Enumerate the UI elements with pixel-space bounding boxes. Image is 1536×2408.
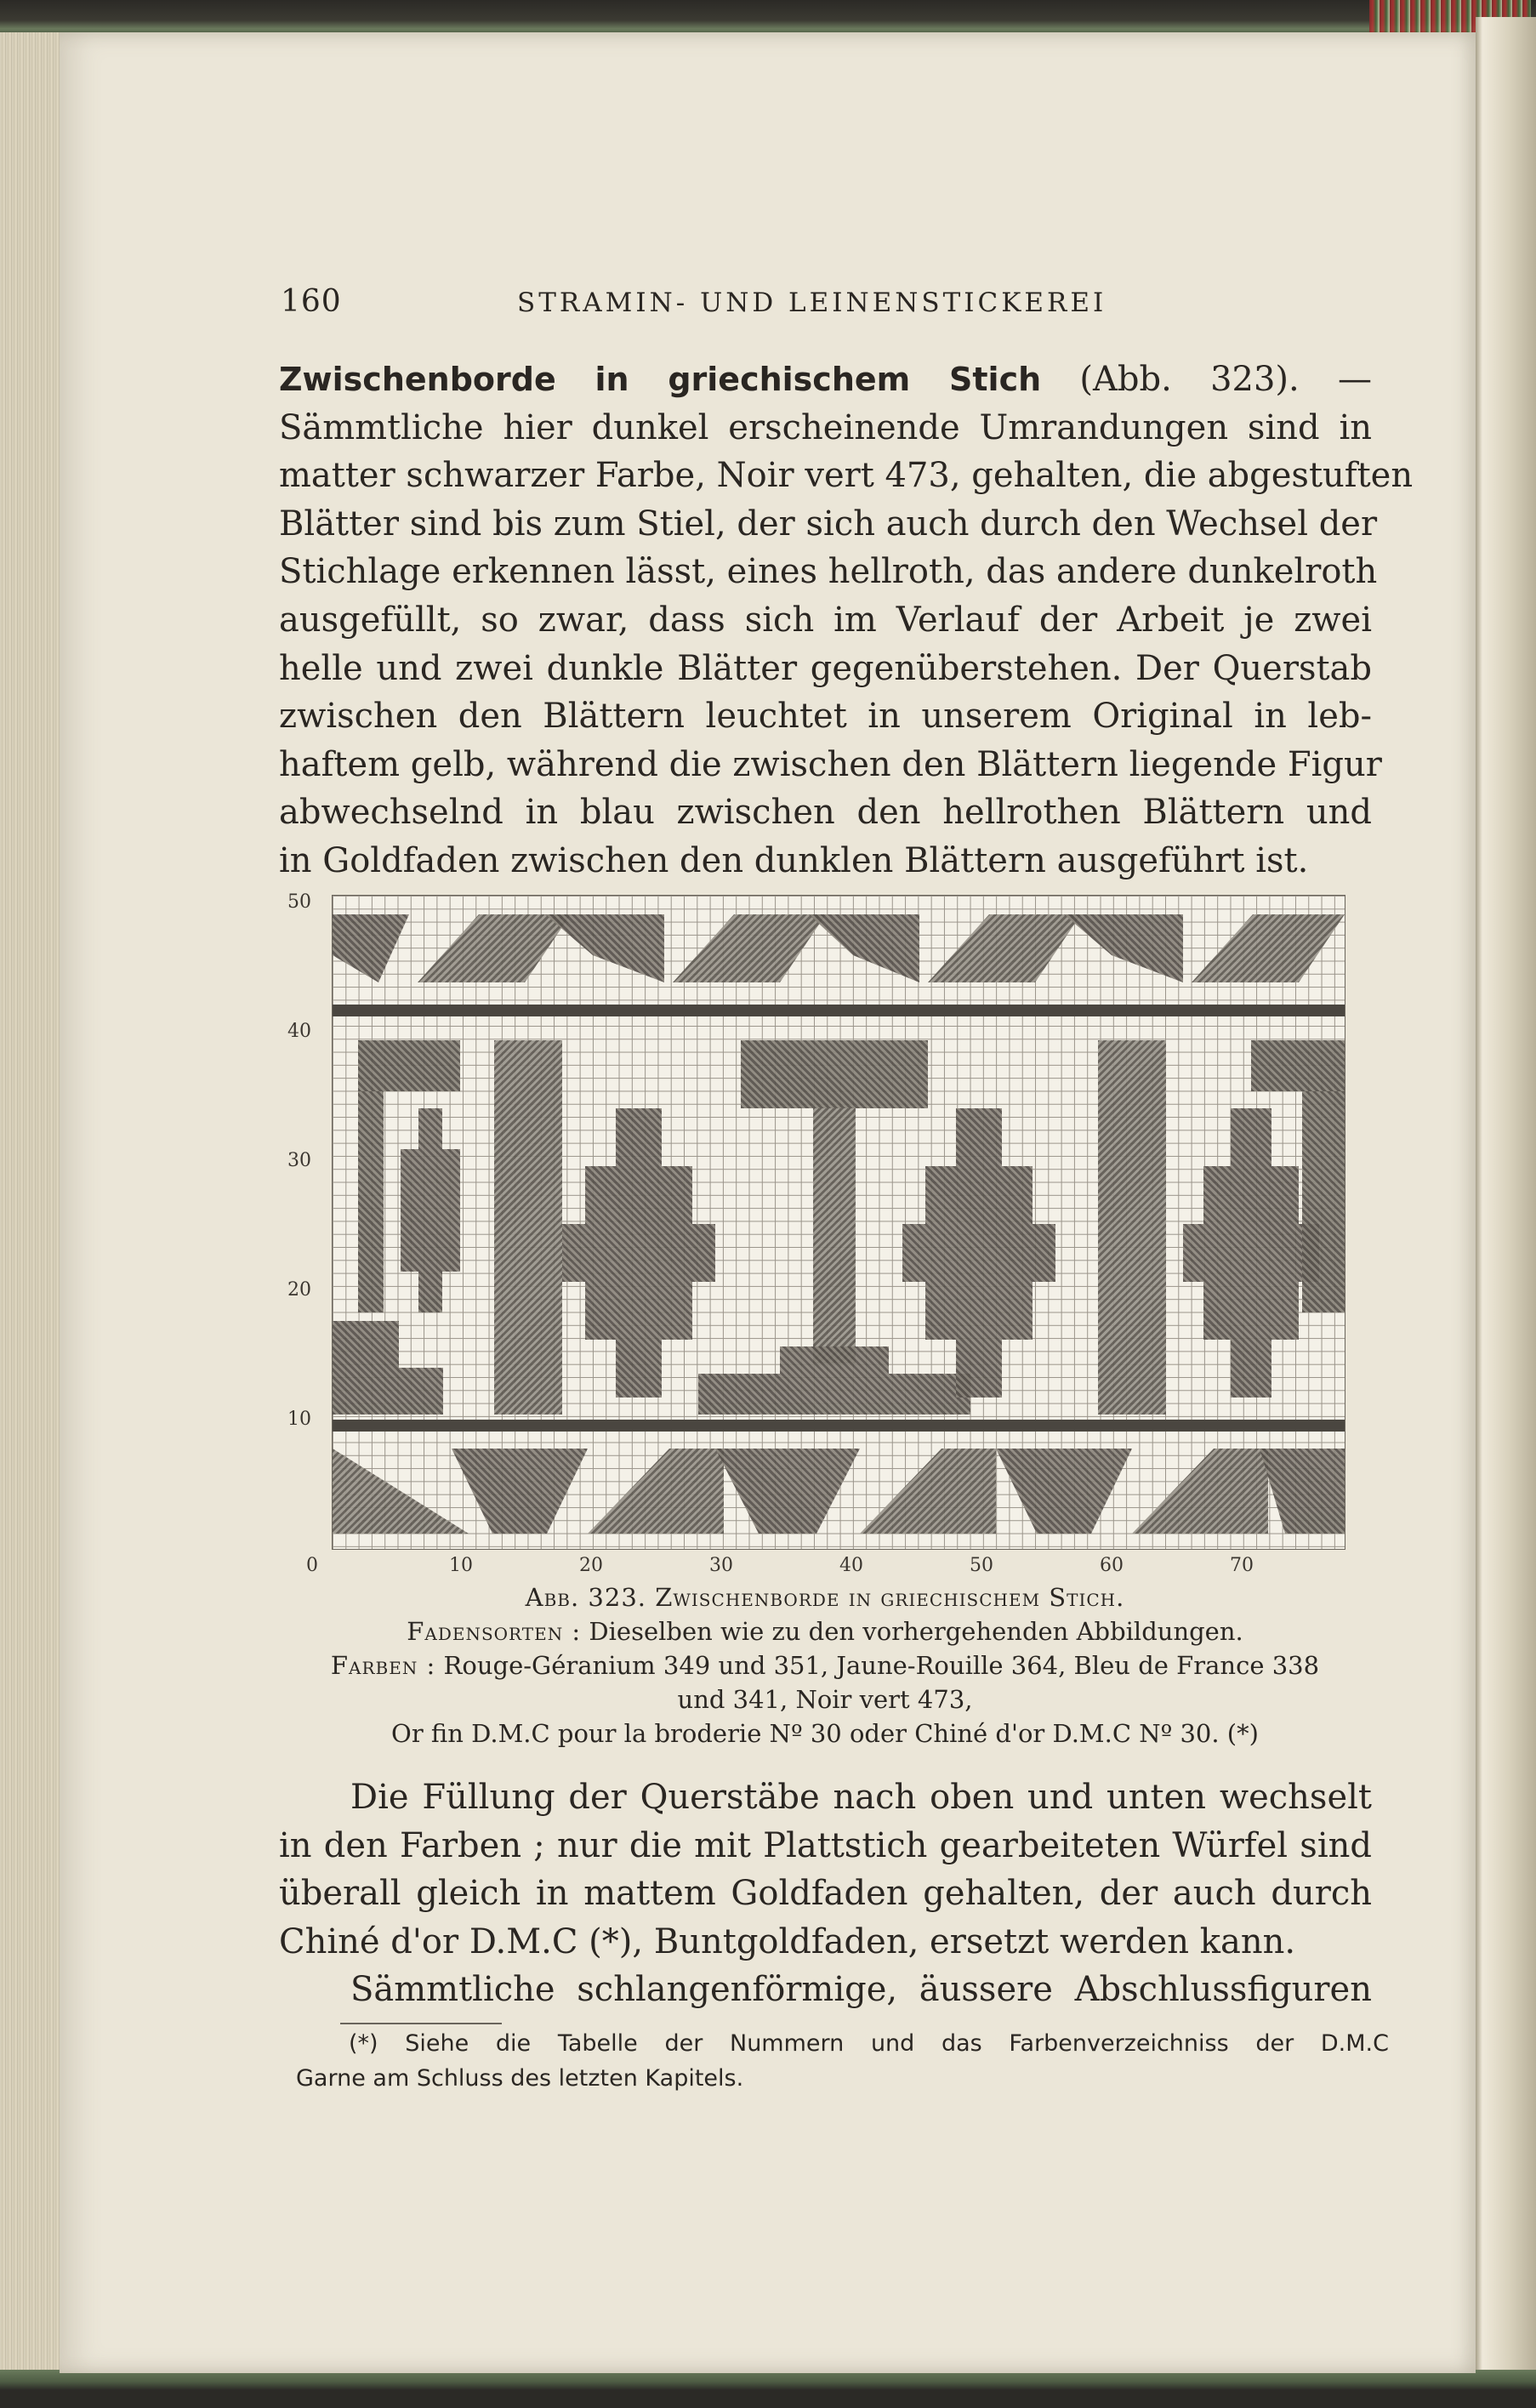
section-title: Zwischenborde in griechischem Stich bbox=[279, 361, 1042, 398]
stitch-motif bbox=[996, 1449, 1132, 1534]
text-line: Die Füllung der Querstäbe nach oben und unten wechselt bbox=[350, 1778, 1372, 1817]
stitch-motif bbox=[1064, 914, 1183, 982]
stitch-motif bbox=[1183, 1108, 1319, 1398]
stitch-motif bbox=[715, 1449, 860, 1534]
x-tick-label: 30 bbox=[709, 1555, 733, 1576]
y-tick-label: 40 bbox=[287, 1021, 311, 1042]
text-line: Blätter sind bis zum Stiel, der sich auch durch den Wechsel der bbox=[279, 504, 1378, 544]
y-tick-label: 0 bbox=[306, 1555, 318, 1576]
running-title: STRAMIN- UND LEINENSTICKEREI bbox=[517, 287, 1107, 318]
page-stack-edge bbox=[0, 32, 60, 2380]
stitch-motif bbox=[860, 1449, 996, 1534]
y-tick-label: 30 bbox=[287, 1150, 311, 1171]
text-line: Chiné d'or D.M.C (*), Buntgoldfaden, ersetzt werden kann. bbox=[279, 1921, 1296, 1961]
text-line: abwechselnd in blau zwischen den hellrothen Blättern und bbox=[279, 793, 1372, 833]
border-line bbox=[333, 1420, 1345, 1432]
caption-text: Rouge-Géranium 349 und 351, Jaune-Rouille 364, Bleu de France 338 bbox=[435, 1651, 1320, 1680]
caption-text: Dieselben wie zu den vorhergehenden Abbildungen. bbox=[581, 1617, 1243, 1646]
stitch-motif bbox=[545, 914, 664, 982]
text-line: ausgefüllt, so zwar, dass sich im Verlauf der Arbeit je zwei bbox=[279, 600, 1372, 640]
y-tick-label: 50 bbox=[287, 891, 311, 913]
x-tick-label: 20 bbox=[579, 1555, 603, 1576]
stitch-motif bbox=[1098, 1040, 1166, 1415]
x-tick-label: 50 bbox=[970, 1555, 993, 1576]
stitch-motif bbox=[1132, 1449, 1268, 1534]
text-line: Stichlage erkennen lässt, eines hellroth, das andere dunkelroth bbox=[279, 552, 1378, 592]
intro-first-line bbox=[279, 356, 1372, 404]
stitch-motif bbox=[333, 1321, 443, 1415]
stitch-motif bbox=[1192, 914, 1345, 982]
book-top-rim bbox=[0, 0, 1536, 34]
text-line: haftem gelb, während die zwischen den Blättern liegende Figur bbox=[279, 744, 1382, 784]
x-tick-label: 40 bbox=[839, 1555, 863, 1576]
x-tick-label: 10 bbox=[449, 1555, 473, 1576]
page-number: 160 bbox=[281, 284, 342, 319]
book-bottom-rim bbox=[0, 2370, 1536, 2408]
intro-paragraph bbox=[279, 356, 1414, 885]
stitch-motif bbox=[418, 914, 571, 982]
stitch-motif bbox=[698, 1346, 970, 1415]
stitch-motif bbox=[333, 1449, 469, 1534]
x-tick-label: 60 bbox=[1100, 1555, 1124, 1576]
caption-colors bbox=[247, 1648, 1403, 1682]
figure-caption bbox=[247, 1580, 1403, 1750]
caption-threads bbox=[247, 1614, 1403, 1648]
caption-colors-cont: und 341, Noir vert 473, bbox=[677, 1685, 973, 1714]
text-line: matter schwarzer Farbe, Noir vert 473, gehalten, die abgestuften bbox=[279, 456, 1414, 496]
footnote-line: (*) Siehe die Tabelle der Nummern und das Farbenverzeichniss der D.M.C bbox=[349, 2030, 1389, 2057]
stitch-motif bbox=[1260, 1449, 1345, 1534]
stitch-motif bbox=[401, 1108, 460, 1312]
stitch-grid bbox=[332, 895, 1345, 1550]
caption-label: Farben : bbox=[330, 1651, 436, 1680]
stitch-motif bbox=[741, 1040, 928, 1108]
stitch-motif bbox=[673, 914, 826, 982]
text-line: zwischen den Blättern leuchtet in unserem Original in leb- bbox=[279, 697, 1372, 737]
running-header bbox=[281, 284, 1369, 327]
caption-title: Abb. 323. Zwischenborde in griechischem Stich. bbox=[525, 1583, 1125, 1612]
body-paragraph bbox=[279, 1773, 1372, 2014]
stitch-motif bbox=[494, 1040, 562, 1415]
section-title-rest: (Abb. 323). — bbox=[1041, 360, 1372, 399]
stitch-motif bbox=[1251, 1040, 1345, 1091]
y-tick-label: 10 bbox=[287, 1409, 311, 1430]
y-tick-label: 20 bbox=[287, 1279, 311, 1301]
stitch-motif bbox=[358, 1040, 460, 1091]
stitch-motif bbox=[588, 1449, 724, 1534]
stitch-motif bbox=[928, 914, 1081, 982]
text-line: in den Farben ; nur die mit Plattstich gearbeiteten Würfel sind bbox=[279, 1825, 1372, 1865]
text-line: Sämmtliche schlangenförmige, äussere Abschlussfiguren bbox=[350, 1970, 1372, 2010]
stitch-motif bbox=[333, 914, 409, 982]
embroidery-chart-figure bbox=[281, 885, 1386, 1582]
text-line: in Goldfaden zwischen den dunklen Blättern ausgeführt ist. bbox=[279, 840, 1309, 880]
stitch-motif bbox=[562, 1108, 715, 1398]
caption-gold: Or fin D.M.C pour la broderie Nº 30 oder Chiné d'or D.M.C Nº 30. (*) bbox=[391, 1719, 1259, 1748]
stitch-motif bbox=[813, 1108, 856, 1363]
footnote-divider bbox=[340, 2023, 502, 2024]
stitch-motif bbox=[809, 914, 919, 982]
book-spine bbox=[1476, 17, 1536, 2390]
x-tick-label: 70 bbox=[1230, 1555, 1254, 1576]
footnote-line: Garne am Schluss des letzten Kapitels. bbox=[296, 2065, 744, 2092]
text-line: helle und zwei dunkle Blätter gegenüberstehen. Der Querstab bbox=[279, 648, 1372, 688]
caption-label: Fadensorten : bbox=[407, 1617, 582, 1646]
text-line: überall gleich in mattem Goldfaden gehalten, der auch durch bbox=[279, 1874, 1372, 1914]
stitch-motif bbox=[902, 1108, 1055, 1398]
stitch-motif bbox=[1302, 1091, 1345, 1312]
stitch-motif bbox=[358, 1091, 384, 1312]
text-line: Sämmtliche hier dunkel erscheinende Umrandungen sind in bbox=[279, 407, 1372, 447]
footnote bbox=[296, 2026, 1389, 2096]
stitch-motif bbox=[452, 1449, 588, 1534]
border-line bbox=[333, 1005, 1345, 1016]
